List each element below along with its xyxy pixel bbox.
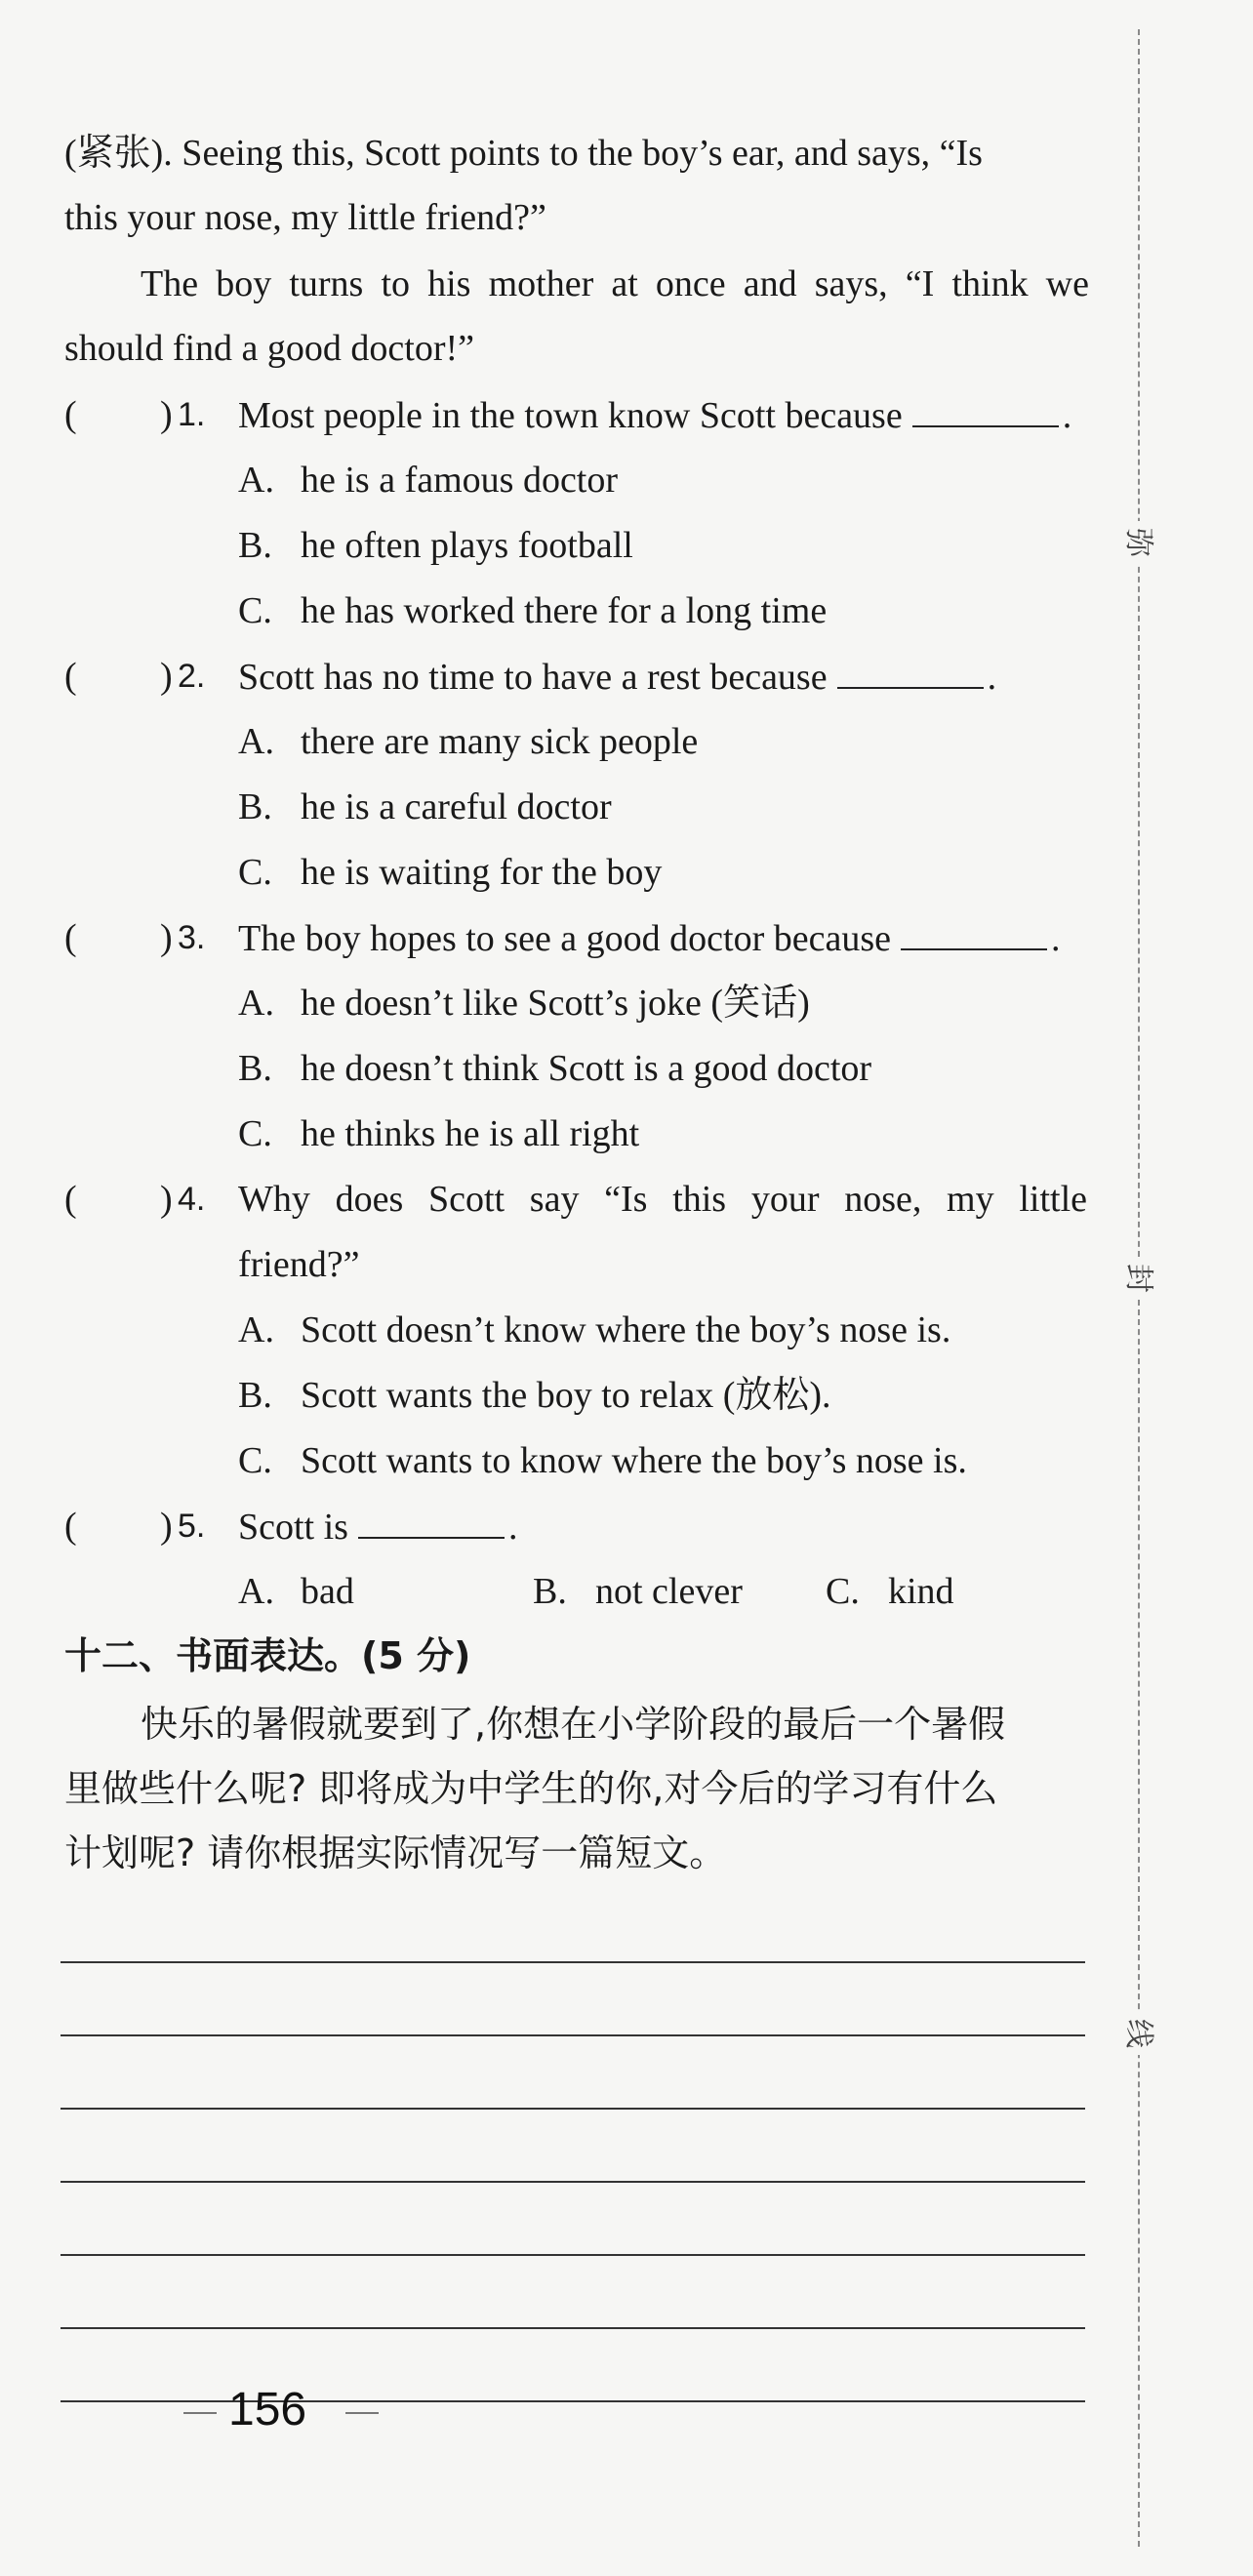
option-text: he has worked there for a long time [301, 590, 828, 631]
binding-mark: 封 [1118, 1257, 1157, 1300]
option-b [238, 1371, 831, 1420]
answer-paren-close: ) [160, 1179, 173, 1220]
option-c [238, 586, 827, 635]
answer-paren-open: ( [64, 1506, 77, 1547]
answer-box-q4[interactable] [82, 1179, 156, 1222]
question-stem-line-1: Why does Scott say “Is this your nose, my little [238, 1179, 1087, 1220]
option-text: kind [888, 1571, 954, 1612]
stem-period: . [987, 657, 997, 698]
question-number: 2. [178, 658, 206, 695]
option-letter: A. [238, 1309, 274, 1350]
option-letter: B. [533, 1571, 567, 1612]
option-c [238, 1109, 639, 1158]
answer-box-q2[interactable] [82, 656, 156, 699]
question-stem-line-2: friend?” [238, 1244, 360, 1285]
answer-paren-open: ( [64, 394, 77, 435]
option-letter: B. [238, 1375, 272, 1416]
option-letter: A. [238, 1571, 274, 1612]
writing-prompt-line-1: 快乐的暑假就要到了,你想在小学阶段的最后一个暑假 [141, 1703, 1006, 1746]
option-letter: C. [238, 590, 272, 631]
binding-mark: 线 [1118, 2012, 1157, 2055]
option-text: he is a famous doctor [301, 460, 619, 501]
option-letter: C. [826, 1571, 860, 1612]
writing-line[interactable] [61, 2108, 1085, 2110]
answer-box-q1[interactable] [82, 394, 156, 437]
option-c [826, 1567, 954, 1616]
writing-prompt-line-3: 计划呢? 请你根据实际情况写一篇短文。 [64, 1831, 727, 1874]
answer-paren-close: ) [160, 656, 173, 697]
question-stem [238, 390, 1071, 440]
option-text: he thinks he is all right [301, 1113, 640, 1154]
option-text: he doesn’t think Scott is a good doctor [301, 1048, 872, 1089]
option-letter: A. [238, 460, 274, 501]
page-number-dash-right [345, 2412, 379, 2414]
question-number: 1. [178, 396, 206, 433]
option-letter: B. [238, 786, 272, 827]
stem-period: . [507, 1507, 518, 1548]
passage-line-1: (紧张). Seeing this, Scott points to the boy’s ear, and says, “Is [64, 133, 983, 174]
option-letter: C. [238, 1440, 272, 1481]
option-text: Scott wants the boy to relax (放松). [301, 1375, 831, 1416]
answer-paren-close: ) [160, 917, 173, 958]
option-letter: A. [238, 721, 274, 762]
option-b [238, 521, 633, 570]
answer-blank [912, 390, 1059, 427]
answer-blank [901, 913, 1047, 950]
option-a [238, 1567, 354, 1616]
stem-period: . [1051, 918, 1061, 959]
option-a [238, 456, 618, 504]
binding-mark: 弥 [1118, 521, 1157, 564]
option-text: he is a careful doctor [301, 786, 612, 827]
writing-line[interactable] [61, 1961, 1085, 1963]
answer-paren-open: ( [64, 917, 77, 958]
question-number: 3. [178, 919, 206, 956]
passage-line-2: this your nose, my little friend?” [64, 197, 546, 238]
option-c [238, 1436, 967, 1485]
answer-paren-close: ) [160, 1506, 173, 1547]
question-number: 4. [178, 1181, 206, 1218]
option-a [238, 717, 698, 766]
option-text: there are many sick people [301, 721, 699, 762]
writing-line[interactable] [61, 2400, 1085, 2402]
option-b [238, 1044, 871, 1093]
question-stem-text: Most people in the town know Scott because [238, 395, 903, 436]
answer-paren-open: ( [64, 1179, 77, 1220]
writing-prompt-line-2: 里做些什么呢? 即将成为中学生的你,对今后的学习有什么 [64, 1767, 998, 1810]
section-title: 十二、书面表达。(5 分) [64, 1634, 471, 1677]
option-text: Scott doesn’t know where the boy’s nose is. [301, 1309, 951, 1350]
writing-line[interactable] [61, 2254, 1085, 2256]
option-letter: A. [238, 983, 274, 1024]
option-b [533, 1567, 743, 1616]
writing-line[interactable] [61, 2327, 1085, 2329]
answer-blank [358, 1502, 505, 1539]
writing-line[interactable] [61, 2034, 1085, 2036]
stem-period: . [1062, 395, 1072, 436]
question-stem [238, 652, 996, 702]
option-c [238, 848, 662, 897]
option-letter: B. [238, 525, 272, 566]
question-number: 5. [178, 1508, 206, 1545]
option-text: bad [301, 1571, 354, 1612]
answer-paren-open: ( [64, 656, 77, 697]
option-text: he often plays football [301, 525, 633, 566]
question-stem-text: Scott has no time to have a rest because [238, 657, 828, 698]
option-a [238, 979, 810, 1027]
option-b [238, 783, 612, 831]
page-number-dash-left [183, 2412, 217, 2414]
question-stem [238, 913, 1061, 963]
option-text: he is waiting for the boy [301, 852, 663, 893]
writing-line[interactable] [61, 2181, 1085, 2183]
option-letter: C. [238, 1113, 272, 1154]
option-text: he doesn’t like Scott’s joke (笑话) [301, 983, 810, 1024]
question-stem-text: Scott is [238, 1507, 348, 1548]
answer-box-q3[interactable] [82, 917, 156, 960]
option-a [238, 1306, 950, 1354]
option-letter: C. [238, 852, 272, 893]
question-stem-text: The boy hopes to see a good doctor because [238, 918, 892, 959]
option-letter: B. [238, 1048, 272, 1089]
answer-blank [837, 652, 984, 689]
answer-box-q5[interactable] [82, 1506, 156, 1549]
answer-paren-close: ) [160, 394, 173, 435]
option-text: not clever [595, 1571, 743, 1612]
passage-paragraph-2: The boy turns to his mother at once and says, “I think we should find a good doctor!” [64, 263, 1089, 369]
question-stem [238, 1502, 517, 1551]
option-text: Scott wants to know where the boy’s nose is. [301, 1440, 967, 1481]
page-number: 156 [228, 2384, 307, 2435]
